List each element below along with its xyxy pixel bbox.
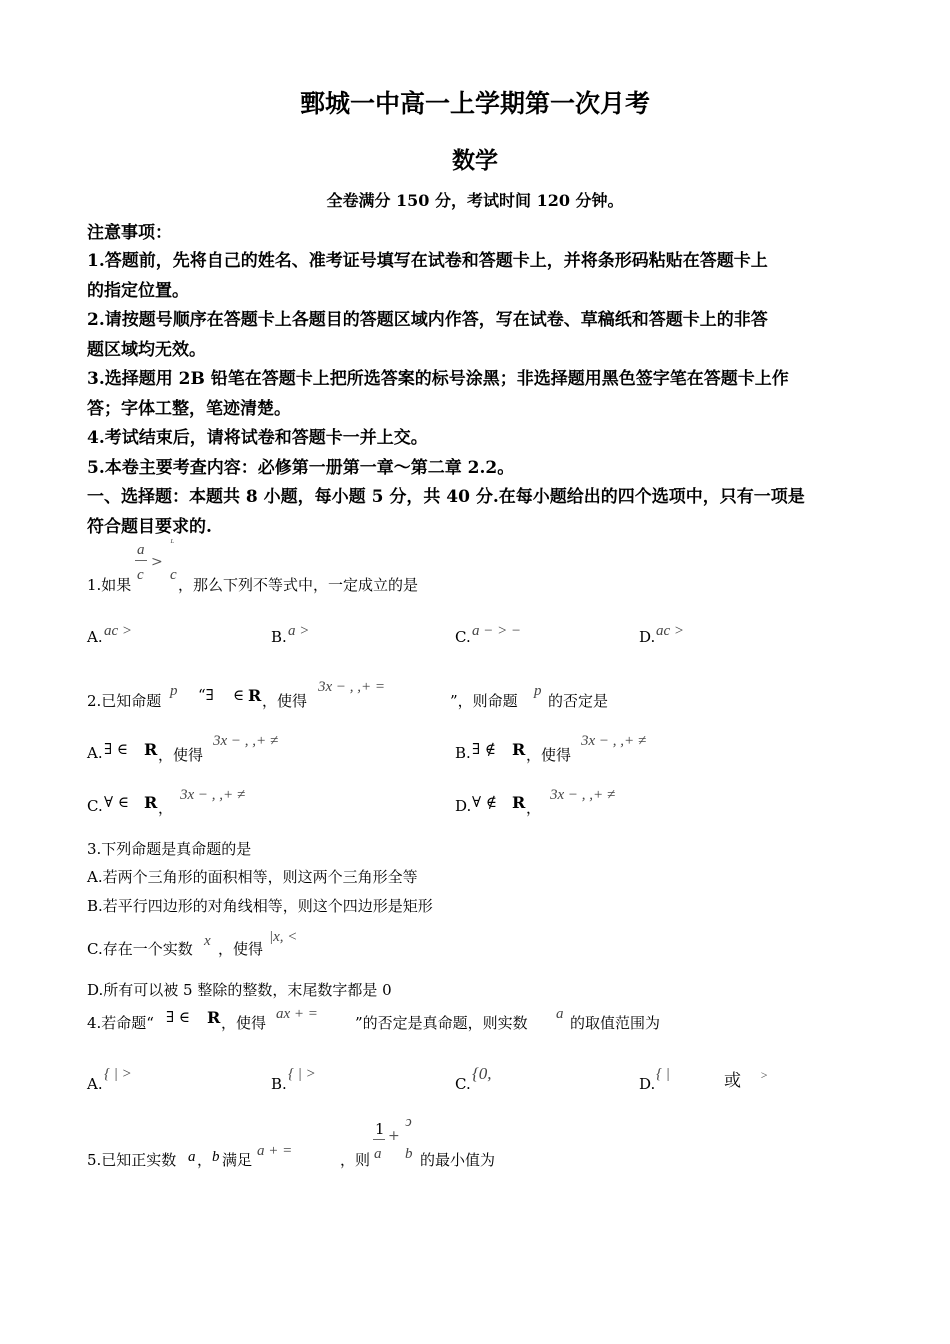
notice-line: 题区域均无效。 <box>87 340 206 360</box>
q5-frac2-den: b <box>405 1146 413 1162</box>
notice-line: 的指定位置。 <box>87 281 189 301</box>
q1-option-a-label: A. <box>87 628 103 646</box>
q4-option-d-or: 或 <box>724 1071 741 1091</box>
q1-option-a: ac > <box>104 623 133 639</box>
q1-option-c: a − > − <box>472 623 522 639</box>
q1-frac-den: c <box>137 567 144 583</box>
q3-option-c-expr: |x, < <box>269 929 298 945</box>
q3-option-c-text: C.存在一个实数 <box>87 940 193 958</box>
q4-real-set: R <box>207 1008 221 1027</box>
q5-frac2-num: ↄ <box>405 1114 412 1130</box>
q5-suffix: 的最小值为 <box>420 1151 496 1169</box>
q2-option-b-quant: ∃ ∉ <box>472 740 497 758</box>
q4-option-c-label: C. <box>455 1075 471 1093</box>
q2-real-set: R <box>248 686 262 705</box>
q2-option-b-text: ，使得 <box>526 746 572 764</box>
q4-option-d: { | <box>656 1066 670 1082</box>
q5-frac-num: 1 <box>375 1120 385 1138</box>
q2-option-d-expr: 3x − , ,+ ≠ <box>550 787 616 803</box>
q5-b: b <box>212 1149 220 1165</box>
q4-suffix-b: 的取值范围为 <box>570 1014 661 1032</box>
q2-option-b-R: R <box>512 740 526 759</box>
q2-option-c-expr: 3x − , ,+ ≠ <box>180 787 246 803</box>
q2-option-a-label: A. <box>87 744 103 762</box>
q5-a: a <box>188 1149 196 1165</box>
q3-stem: 3.下列命题是真命题的是 <box>87 840 252 858</box>
q2-option-c-R: R <box>144 793 158 812</box>
q2-option-a-quant: ∃ ∈ <box>104 740 129 758</box>
q4-quant: ∃ ∈ <box>166 1008 191 1026</box>
q2-suffix-b: 的否定是 <box>548 692 609 710</box>
q1-frac2-num: ᴸ <box>170 537 175 549</box>
q3-option-a: A.若两个三角形的面积相等，则这两个三角形全等 <box>87 868 418 886</box>
q2-option-a-expr: 3x − , ,+ ≠ <box>213 733 279 749</box>
q2-expr: 3x − , ,+ = <box>318 679 386 695</box>
q5-frac-bar <box>373 1139 385 1140</box>
q5-then: ，则 <box>340 1151 371 1169</box>
exam-title: 鄄城一中高一上学期第一次月考 <box>299 89 650 118</box>
q2-in: ∈ <box>233 686 245 704</box>
notice-line: 4.考试结束后，请将试卷和答题卡一并上交。 <box>87 428 428 448</box>
q1-option-b: a > <box>288 623 310 639</box>
q5-frac-den: a <box>374 1146 382 1162</box>
q5-sep: ， <box>197 1151 213 1169</box>
exam-info: 全卷满分 150 分，考试时间 120 分钟。 <box>326 191 624 210</box>
notice-line: 2.请按题号顺序在答题卡上各题目的答题区域内作答，写在试卷、草稿纸和答题卡上的非答 <box>87 310 768 330</box>
q4-suffix-a: ”的否定是真命题，则实数 <box>355 1014 528 1032</box>
q2-option-c-quant: ∀ ∈ <box>104 793 129 811</box>
section-heading-cont: 符合题目要求的. <box>87 517 212 537</box>
q1-option-c-label: C. <box>455 628 471 646</box>
q1-frac-num: a <box>137 542 145 558</box>
notice-line: 1.答题前，先将自己的姓名、准考证号填写在试卷和答题卡上，并将条形码粘贴在答题卡上 <box>87 251 768 271</box>
q2-option-a-text: ，使得 <box>158 746 204 764</box>
q1-option-d-label: D. <box>639 628 656 646</box>
q3-option-d: D.所有可以被 5 整除的整数，末尾数字都是 0 <box>87 981 392 999</box>
q2-option-b-expr: 3x − , ,+ ≠ <box>581 733 647 749</box>
q2-option-c-label: C. <box>87 797 103 815</box>
notice-line: 5.本卷主要考查内容：必修第一册第一章～第二章 2.2。 <box>87 458 515 478</box>
q1-option-d: ac > <box>656 623 685 639</box>
q3-option-c-mid: ，使得 <box>218 940 264 958</box>
q4-option-b: { | > <box>288 1066 316 1082</box>
notice-heading: 注意事项： <box>87 223 172 243</box>
q4-option-c: {0, <box>472 1064 492 1083</box>
q5-mid: 满足 <box>222 1151 253 1169</box>
q2-option-d-quant: ∀ ∉ <box>472 793 497 811</box>
section-heading: 一、选择题：本题共 8 小题，每小题 5 分，共 40 分.在每小题给出的四个选项中，只有一项是 <box>87 487 805 507</box>
q2-suffix-a: ”，则命题 <box>450 692 518 710</box>
q1-prefix: 1.如果 <box>87 576 132 594</box>
q4-option-d-tail: > <box>760 1068 769 1082</box>
q4-option-a: { | > <box>104 1066 132 1082</box>
q4-option-a-label: A. <box>87 1075 103 1093</box>
q5-expr: a + = <box>257 1143 293 1159</box>
q2-option-d-text: ， <box>526 799 542 817</box>
notice-line: 答；字体工整，笔迹清楚。 <box>87 399 291 419</box>
q5-plus: + <box>388 1128 400 1144</box>
q1-option-b-label: B. <box>271 628 287 646</box>
q3-option-c-x: x <box>204 933 211 949</box>
q4-expr: ax + = <box>276 1006 318 1022</box>
q4-mid: ，使得 <box>221 1014 267 1032</box>
q4-a: a <box>556 1006 564 1022</box>
q1-frac-bar <box>135 560 147 561</box>
notice-line: 3.选择题用 2B 铅笔在答题卡上把所选答案的标号涂黑；非选择题用黑色签字笔在答题卡上作 <box>87 369 789 389</box>
q1-stem: ，那么下列不等式中，一定成立的是 <box>178 576 419 594</box>
q2-option-c-text: ， <box>158 799 174 817</box>
q2-option-d-label: D. <box>455 797 472 815</box>
subject-title: 数学 <box>452 147 498 174</box>
q4-option-d-label: D. <box>639 1075 656 1093</box>
q2-quote-exists: “∃ <box>198 686 214 704</box>
q4-option-b-label: B. <box>271 1075 287 1093</box>
q2-option-a-R: R <box>144 740 158 759</box>
q5-prefix: 5.已知正实数 <box>87 1151 177 1169</box>
q2-option-d-R: R <box>512 793 526 812</box>
q2-p2: p <box>534 683 542 699</box>
q2-mid: ，使得 <box>262 692 308 710</box>
q2-prefix: 2.已知命题 <box>87 692 162 710</box>
q4-prefix: 4.若命题“ <box>87 1014 154 1032</box>
q1-frac2-den: c <box>170 567 177 583</box>
q2-option-b-label: B. <box>455 744 471 762</box>
q1-gt: > <box>151 554 163 570</box>
q2-p: p <box>170 683 178 699</box>
q3-option-b: B.若平行四边形的对角线相等，则这个四边形是矩形 <box>87 897 433 915</box>
